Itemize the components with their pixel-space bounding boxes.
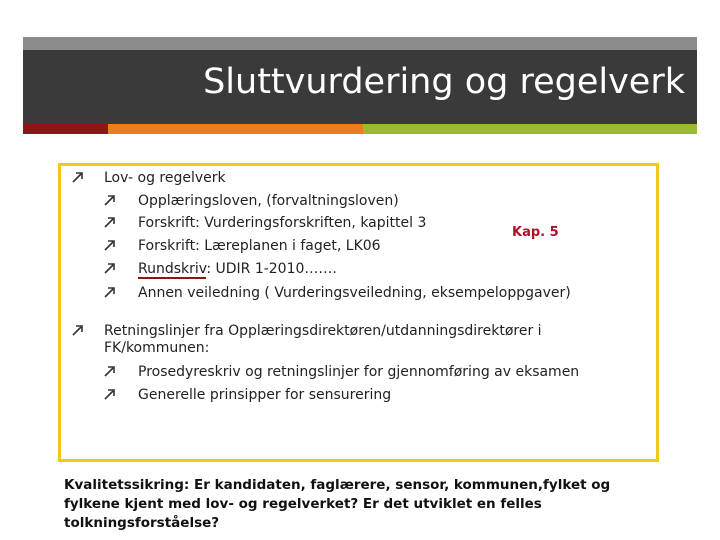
arrow-bullet-icon bbox=[104, 216, 118, 230]
section2-item: Generelle prinsipper for sensurering bbox=[138, 387, 392, 403]
section1-item: Forskrift: Læreplanen i faget, LK06 bbox=[138, 238, 381, 254]
slide-title: Sluttvurdering og regelverk bbox=[203, 62, 685, 102]
section2-heading-line1: Retningslinjer fra Opplæringsdirektøren/utdanningsdirektører i bbox=[104, 323, 542, 339]
rundskriv-link: Rundskriv bbox=[138, 261, 207, 277]
section1-item: Annen veiledning ( Vurderingsveiledning, eksempeloppgaver) bbox=[138, 285, 571, 301]
quality-note: Kvalitetssikring: Er kandidaten, faglærere, sensor, kommunen,fylket og fylkene kjent med lov- og regelverket? Er det utviklet en felles tolkningsforståelse? bbox=[64, 477, 611, 531]
section2-heading-line2: FK/kommunen: bbox=[104, 340, 210, 356]
arrow-bullet-icon bbox=[104, 194, 118, 208]
arrow-bullet-icon bbox=[104, 365, 118, 379]
arrow-bullet-icon bbox=[104, 262, 118, 276]
arrow-bullet-icon bbox=[104, 239, 118, 253]
arrow-bullet-icon bbox=[72, 171, 86, 185]
arrow-bullet-icon bbox=[104, 286, 118, 300]
arrow-bullet-icon bbox=[72, 324, 86, 338]
kap-note: Kap. 5 bbox=[512, 225, 559, 240]
arrow-bullet-icon bbox=[104, 388, 118, 402]
section1-item: Forskrift: Vurderingsforskriften, kapittel 3 bbox=[138, 215, 427, 231]
section1-heading: Lov- og regelverk bbox=[104, 170, 226, 186]
section2-item: Prosedyreskriv og retningslinjer for gjennomføring av eksamen bbox=[138, 364, 580, 380]
section1-item: Opplæringsloven, (forvaltningsloven) bbox=[138, 193, 399, 209]
section1-item-rundskriv bbox=[138, 261, 337, 278]
rundskriv-detail: : UDIR 1-2010……. bbox=[206, 261, 337, 277]
